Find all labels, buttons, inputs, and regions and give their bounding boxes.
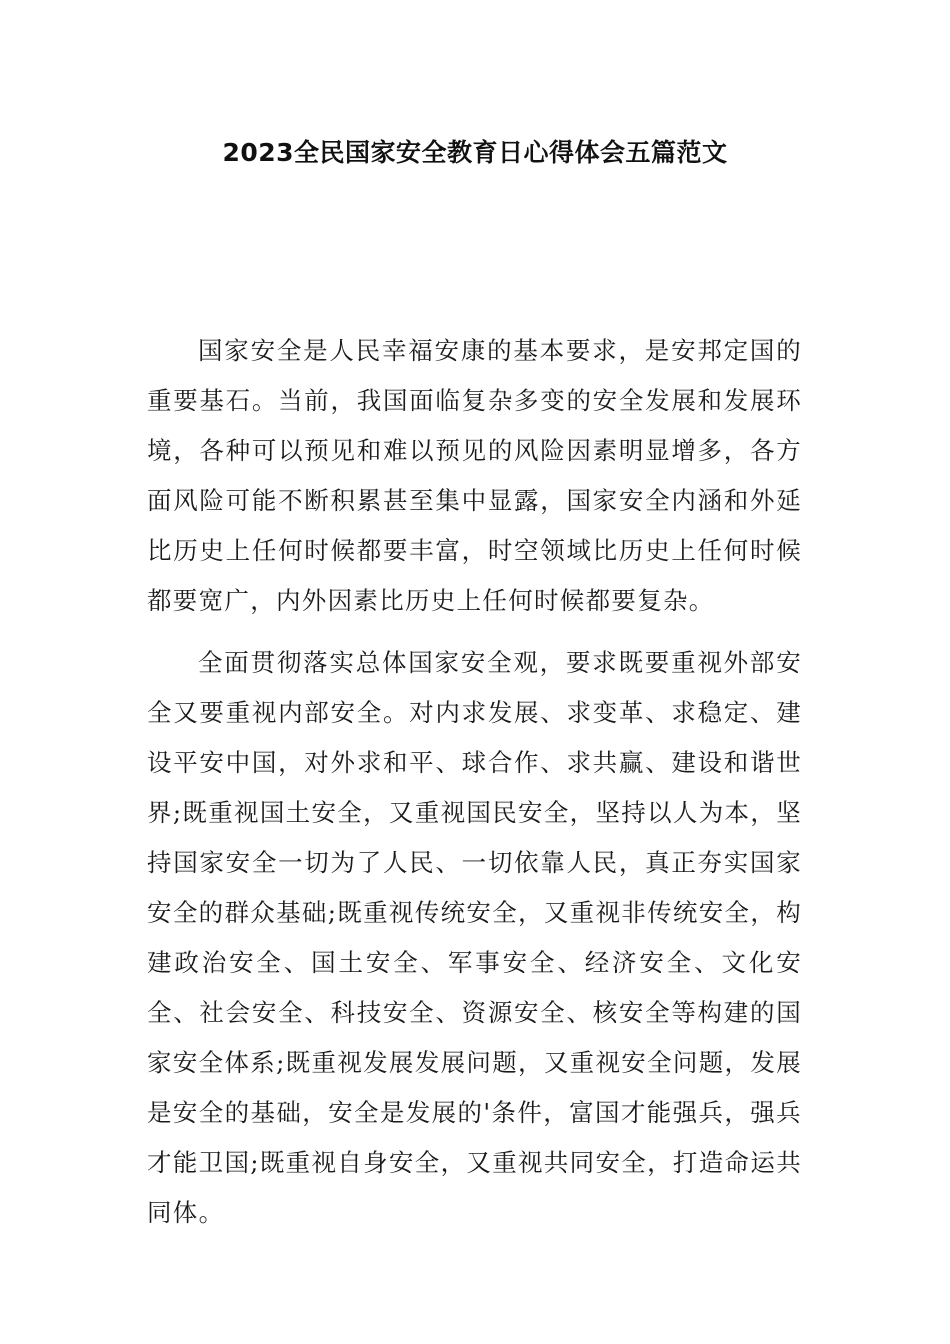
document-title: 2023全民国家安全教育日心得体会五篇范文 xyxy=(222,138,728,167)
paragraph-1: 国家安全是人民幸福安康的基本要求，是安邦定国的重要基石。当前，我国面临复杂多变的安全发展和发展环境，各种可以预见和难以预见的风险因素明显增多，各方面风险可能不断积累甚至集中显露，国家安全内涵和外延比历史上任何时候都要丰富，时空领域比历史上任何时候都要宽广，内外因素比历史上任何时候都要复杂。 xyxy=(147,336,802,615)
paragraph-2: 全面贯彻落实总体国家安全观，要求既要重视外部安全又要重视内部安全。对内求发展、求变革、求稳定、建设平安中国，对外求和平、球合作、求共赢、建设和谐世界;既重视国土安全，又重视国民安全，坚持以人为本，坚持国家安全一切为了人民、一切依靠人民，真正夯实国家安全的群众基础;既重视传统安全，又重视非传统安全，构建政治安全、国土安全、军事安全、经济安全、文化安全、社会安全、科技安全、资源安全、核安全等构建的国家安全体系;既重视发展发展问题，又重视安全问题，发展是安全的基础，安全是发展的'条件，富国才能强兵，强兵才能卫国;既重视自身安全，又重视共同安全，打造命运共同体。 xyxy=(147,648,802,1227)
